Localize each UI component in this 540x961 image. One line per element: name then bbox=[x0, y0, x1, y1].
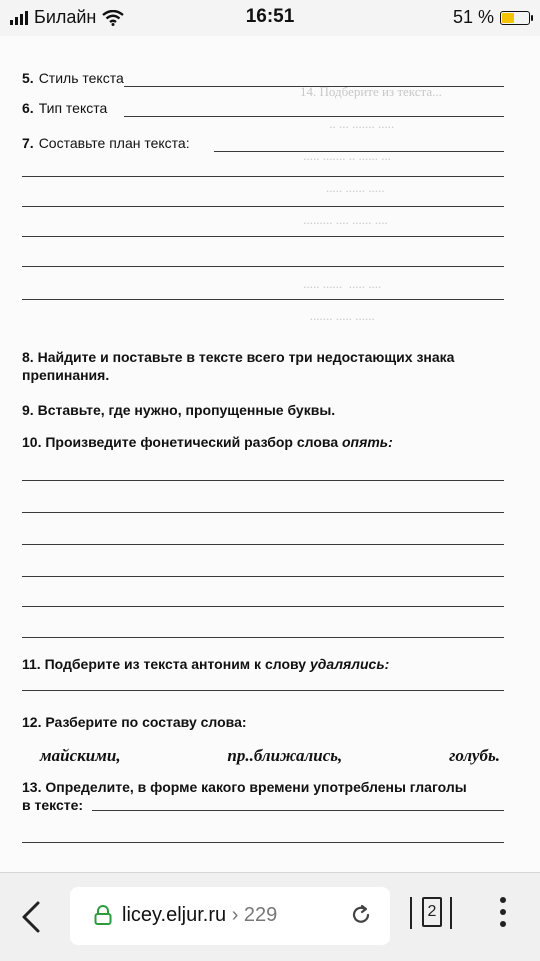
morpheme-words bbox=[40, 746, 500, 766]
address-bar[interactable] bbox=[70, 887, 390, 945]
tabs-button[interactable] bbox=[410, 895, 458, 931]
answer-line[interactable] bbox=[22, 176, 504, 177]
word-item: пр..ближались, bbox=[227, 746, 343, 765]
tab-divider-left bbox=[410, 897, 412, 929]
lock-icon bbox=[94, 905, 112, 925]
word-item: голубь. bbox=[449, 746, 500, 765]
answer-line[interactable] bbox=[214, 151, 504, 152]
answer-line[interactable] bbox=[22, 512, 504, 513]
answer-line[interactable] bbox=[22, 266, 504, 267]
answer-line[interactable] bbox=[22, 236, 504, 237]
answer-line[interactable] bbox=[22, 842, 504, 843]
battery-icon bbox=[500, 11, 530, 25]
tab-divider-right bbox=[450, 897, 452, 929]
answer-line[interactable] bbox=[22, 637, 504, 638]
tab-count: 2 bbox=[422, 897, 442, 927]
answer-line[interactable] bbox=[92, 810, 504, 811]
answer-line[interactable] bbox=[22, 299, 504, 300]
back-arrow-icon[interactable] bbox=[18, 899, 46, 935]
bleed-through-text: 14. Подберите из текста... .. ... ....... ..... ..... ....... .. ...... ... ..... ...... ..... ......... .... ...... .... ..... ...... ..... .... ....... ..... ...... bbox=[300, 84, 442, 323]
question-7: 7. Составьте план текста: bbox=[22, 135, 190, 151]
url-text: licey.eljur.ru › 229 bbox=[122, 904, 278, 926]
clock: 16:51 bbox=[245, 6, 295, 27]
reload-icon[interactable] bbox=[350, 904, 372, 926]
question-11: 11. Подберите из текста антоним к слову удалялись: bbox=[22, 656, 390, 672]
status-bar bbox=[0, 0, 540, 36]
answer-line[interactable] bbox=[124, 116, 504, 117]
carrier-name: Билайн bbox=[34, 7, 97, 27]
answer-line[interactable] bbox=[22, 576, 504, 577]
browser-toolbar bbox=[0, 872, 540, 961]
worksheet-page bbox=[0, 36, 540, 872]
answer-line[interactable] bbox=[22, 606, 504, 607]
answer-line[interactable] bbox=[22, 480, 504, 481]
answer-line[interactable] bbox=[22, 206, 504, 207]
question-6: 6. Тип текста bbox=[22, 100, 108, 116]
question-5: 5. Стиль текста bbox=[22, 70, 124, 86]
answer-line[interactable] bbox=[124, 86, 504, 87]
question-12: 12. Разберите по составу слова: bbox=[22, 714, 247, 730]
status-right bbox=[453, 7, 530, 28]
more-menu-icon[interactable] bbox=[496, 897, 510, 933]
battery-percent: 51 % bbox=[452, 7, 494, 27]
answer-line[interactable] bbox=[22, 690, 504, 691]
answer-line[interactable] bbox=[22, 544, 504, 545]
battery-fill bbox=[502, 13, 514, 23]
word-item: майскими, bbox=[40, 746, 121, 765]
question-10: 10. Произведите фонетический разбор слова опять: bbox=[22, 434, 393, 450]
question-8: 8. Найдите и поставьте в тексте всего три недостающих знака препинания. bbox=[22, 349, 455, 383]
question-9: 9. Вставьте, где нужно, пропущенные буквы. bbox=[22, 402, 336, 418]
question-13: 13. Определите, в форме какого времени употреблены глаголы в тексте: bbox=[22, 779, 467, 813]
